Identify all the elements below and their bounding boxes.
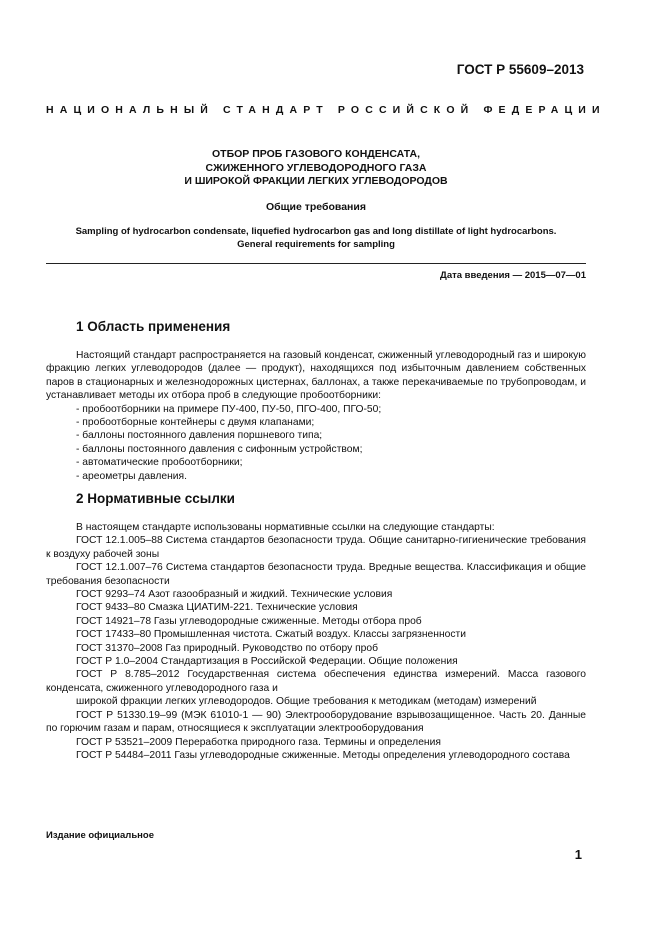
reference-item: широкой фракции легких углеводородов. Общие требования к методикам (методам) измерений: [76, 696, 537, 708]
title-line: И ШИРОКОЙ ФРАКЦИИ ЛЕГКИХ УГЛЕВОДОРОДОВ: [184, 175, 448, 187]
reference-item: ГОСТ 17433–80 Промышленная чистота. Сжатый воздух. Классы загрязненности: [76, 629, 467, 641]
reference-item: ГОСТ 12.1.005–88 Система стандартов безопасности труда. Общие санитарно-гигиенические требования к воздуху рабочей зоны: [46, 535, 586, 560]
reference-item: ГОСТ 9433–80 Смазка ЦИАТИМ-221. Технические условия: [76, 602, 358, 614]
english-title-line: General requirements for sampling: [237, 238, 395, 250]
list-item: - автоматические пробоотборники;: [76, 457, 243, 469]
header-divider: [46, 263, 586, 264]
document-title: [46, 148, 586, 189]
section-1-heading: 1 Область применения: [76, 319, 231, 334]
list-item: - ареометры давления.: [76, 470, 187, 482]
reference-item: ГОСТ Р 53521–2009 Переработка природного газа. Термины и определения: [76, 736, 441, 748]
title-line: СЖИЖЕННОГО УГЛЕВОДОРОДНОГО ГАЗА: [205, 161, 427, 174]
list-item: - пробоотборные контейнеры с двумя клапанами;: [76, 417, 315, 429]
reference-item: ГОСТ Р 8.785–2012 Государственная система обеспечения единства измерений. Масса газового конденсата, сжиженного углеводородного газа и: [46, 669, 586, 694]
document-subtitle: Общие требования: [266, 201, 366, 213]
reference-item: ГОСТ Р 1.0–2004 Стандартизация в Российской Федерации. Общие положения: [76, 656, 458, 668]
reference-item: ГОСТ 31370–2008 Газ природный. Руководство по отбору проб: [76, 642, 379, 654]
section-2-intro: В настоящем стандарте использованы нормативные ссылки на следующие стандарты:: [76, 522, 495, 533]
title-line: ОТБОР ПРОБ ГАЗОВОГО КОНДЕНСАТА,: [212, 148, 420, 160]
list-item: - пробоотборники на примере ПУ-400, ПУ-50, ПГО-400, ПГО-50;: [76, 403, 382, 415]
national-standard-banner: НАЦИОНАЛЬНЫЙ СТАНДАРТ РОССИЙСКОЙ ФЕДЕРАЦИИ: [46, 104, 606, 116]
reference-item: ГОСТ 14921–78 Газы углеводородные сжиженные. Методы отбора проб: [76, 615, 422, 627]
reference-item: ГОСТ Р 54484–2011 Газы углеводородные сжиженные. Методы определения углеводородного состава: [76, 749, 570, 761]
list-item: - баллоны постоянного давления с сифонным устройством;: [76, 443, 363, 455]
section-1-paragraph: Настоящий стандарт распространяется на газовый конденсат, сжиженный углеводородный газ и широкую фракцию легких углеводородов (далее — продукт), находящихся под избыточным давлением собственных паров в стационарных и железнодорожных цистернах, баллонах, а также перекачиваемые по трубопроводам, и устанавливает методы их отбора проб в следующие пробоотборники:: [46, 350, 586, 402]
page-number: 1: [574, 847, 582, 862]
english-title: [46, 226, 586, 251]
section-2-heading: 2 Нормативные ссылки: [76, 491, 235, 506]
reference-item: ГОСТ 12.1.007–76 Система стандартов безопасности труда. Вредные вещества. Классификация и общие требования безопасности: [46, 562, 586, 587]
english-title-line: Sampling of hydrocarbon condensate, liquefied hydrocarbon gas and long distillate of light hydrocarbons.: [75, 226, 557, 237]
section-2-body: [46, 521, 586, 762]
section-1-body: [46, 349, 586, 483]
reference-item: ГОСТ 9293–74 Азот газообразный и жидкий. Технические условия: [76, 589, 393, 601]
document-code: ГОСТ Р 55609–2013: [456, 62, 584, 77]
reference-item: ГОСТ Р 51330.19–99 (МЭК 61010-1 — 90) Электрооборудование взрывозащищенное. Часть 20. Данные по горючим газам и парам, относящиеся к эксплуатации электрооборудования: [46, 709, 586, 735]
list-item: - баллоны постоянного давления поршневого типа;: [76, 430, 323, 442]
official-edition-note: Издание официальное: [46, 830, 154, 841]
introduction-date: Дата введения — 2015—07—01: [440, 270, 586, 281]
